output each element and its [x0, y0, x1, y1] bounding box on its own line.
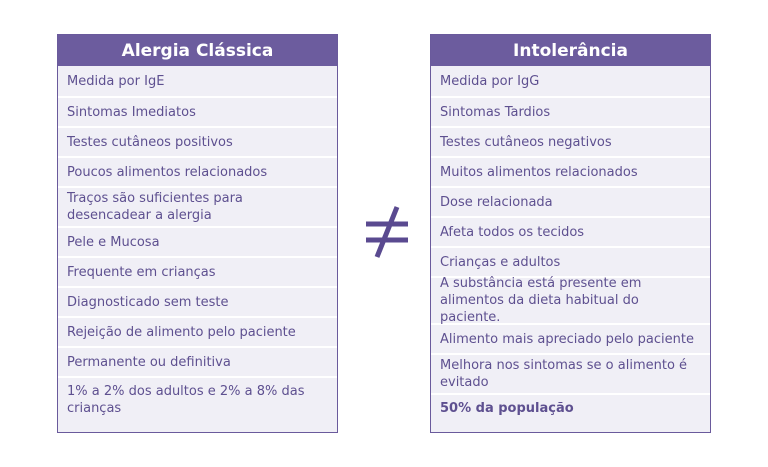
- allergy-row: Permanente ou definitiva: [58, 346, 337, 376]
- allergy-table-title: Alergia Clássica: [58, 35, 337, 66]
- intolerance-row: Crianças e adultos: [431, 246, 710, 276]
- intolerance-row: Melhora nos sintomas se o alimento é evitado: [431, 353, 710, 393]
- intolerance-row: Afeta todos os tecidos: [431, 216, 710, 246]
- allergy-row: Rejeição de alimento pelo paciente: [58, 316, 337, 346]
- allergy-row: Medida por IgE: [67, 73, 165, 89]
- intolerance-row: Dose relacionada: [431, 186, 710, 216]
- intolerance-row: A substância está presente em alimentos da dieta habitual do paciente.: [431, 276, 710, 323]
- intolerance-table: [430, 34, 711, 433]
- not-equal-icon: [362, 205, 412, 259]
- allergy-row: Sintomas Imediatos: [58, 96, 337, 126]
- intolerance-row: Sintomas Tardios: [431, 96, 710, 126]
- allergy-row: Poucos alimentos relacionados: [58, 156, 337, 186]
- allergy-row: Testes cutâneos positivos: [58, 126, 337, 156]
- intolerance-row: Alimento mais apreciado pelo paciente: [431, 323, 710, 353]
- intolerance-row: Muitos alimentos relacionados: [431, 156, 710, 186]
- intolerance-table-title: Intolerância: [431, 35, 710, 66]
- allergy-row: Pele e Mucosa: [58, 226, 337, 256]
- allergy-row: Frequente em crianças: [58, 256, 337, 286]
- intolerance-row: Testes cutâneos negativos: [431, 126, 710, 156]
- allergy-row: 1% a 2% dos adultos e 2% a 8% das crianças: [58, 376, 337, 422]
- allergy-row: Traços são suficientes para desencadear a alergia: [58, 186, 337, 226]
- allergy-row: Diagnosticado sem teste: [58, 286, 337, 316]
- intolerance-row: Medida por IgG: [440, 73, 540, 89]
- intolerance-row: 50% da população: [431, 393, 710, 422]
- allergy-table: [57, 34, 338, 433]
